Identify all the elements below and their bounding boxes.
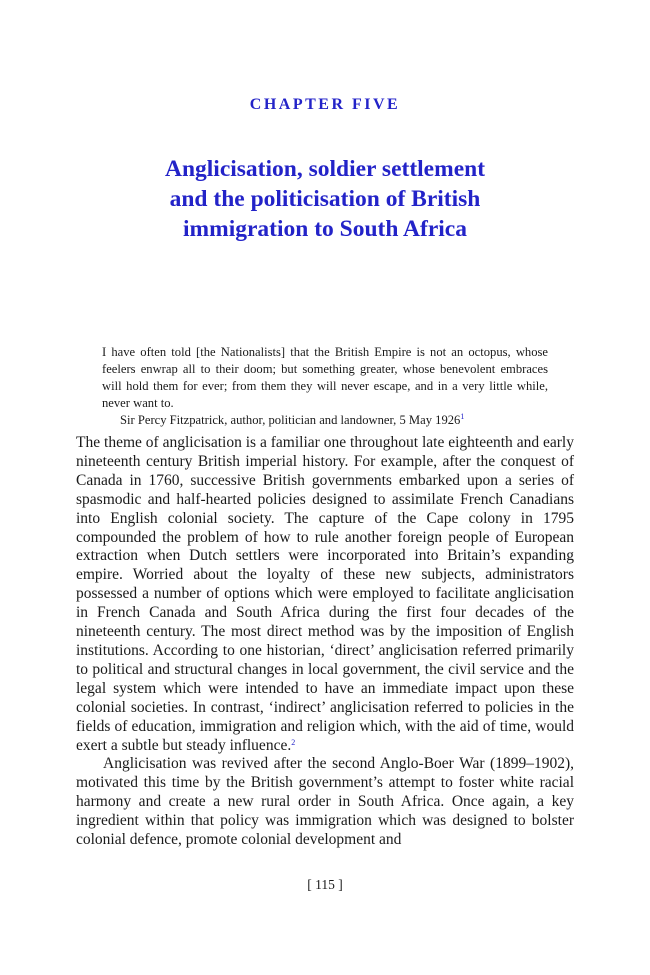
chapter-title-line: Anglicisation, soldier settlement bbox=[164, 156, 486, 182]
footnote-ref-1[interactable]: 1 bbox=[460, 412, 465, 421]
page-number: [ 115 ] bbox=[307, 877, 343, 892]
footnote-ref-2[interactable]: 2 bbox=[291, 737, 296, 747]
epigraph bbox=[102, 344, 548, 429]
chapter-title bbox=[75, 154, 575, 244]
body-paragraph-1-text: The theme of anglicisation is a familiar one throughout late eighteenth and early nineteenth century British imperial history. For example, after the conquest of Canada in 1760, successive British governments embarked upon a series of spasmodic and half-hearted policies designed to assimilate French Canadians into English colonial society. The capture of the Cape colony in 1795 compounded the problem of how to rule another foreign people of European extraction when Dutch settlers were incorporated into Britain’s expanding empire. Worried about the loyalty of these new subjects, administrators possessed a number of options which were employed to facilitate anglicisation in French Canada and South Africa during the first four decades of the nineteenth century. The most direct method was by the imposition of English institutions. According to one historian, ‘direct’ anglicisation referred primarily to political and structural changes in local government, the civil service and the legal system which were intended to have an immediate impact upon these colonial societies. In contrast, ‘indirect’ anglicisation referred to policies in the fields of education, immigration and religion which, with the aid of time, would exert a subtle but steady influence. bbox=[76, 434, 574, 754]
body-text bbox=[76, 434, 574, 850]
chapter-title-line: immigration to South Africa bbox=[183, 216, 467, 242]
epigraph-quote: I have often told [the Nationalists] that the British Empire is not an octopus, whose feelers enwrap all to their doom; but something greater, whose benevolent embraces will hold them for ever; from them they will never escape, and in a very little while, never want to. bbox=[102, 345, 548, 410]
body-paragraph-2: Anglicisation was revived after the second Anglo-Boer War (1899–1902), motivated this time by the British government’s attempt to foster white racial harmony and create a new rural order in South Africa. Once again, a key ingredient within that policy was immigration which was designed to bolster colonial defence, promote colonial development and bbox=[76, 755, 574, 849]
chapter-label: CHAPTER FIVE bbox=[249, 96, 401, 113]
body-paragraph-1 bbox=[76, 434, 574, 755]
epigraph-attribution bbox=[102, 412, 548, 429]
epigraph-attribution-text: Sir Percy Fitzpatrick, author, politician and landowner, 5 May 1926 bbox=[120, 413, 461, 427]
chapter-title-line: and the politicisation of British bbox=[169, 186, 481, 212]
